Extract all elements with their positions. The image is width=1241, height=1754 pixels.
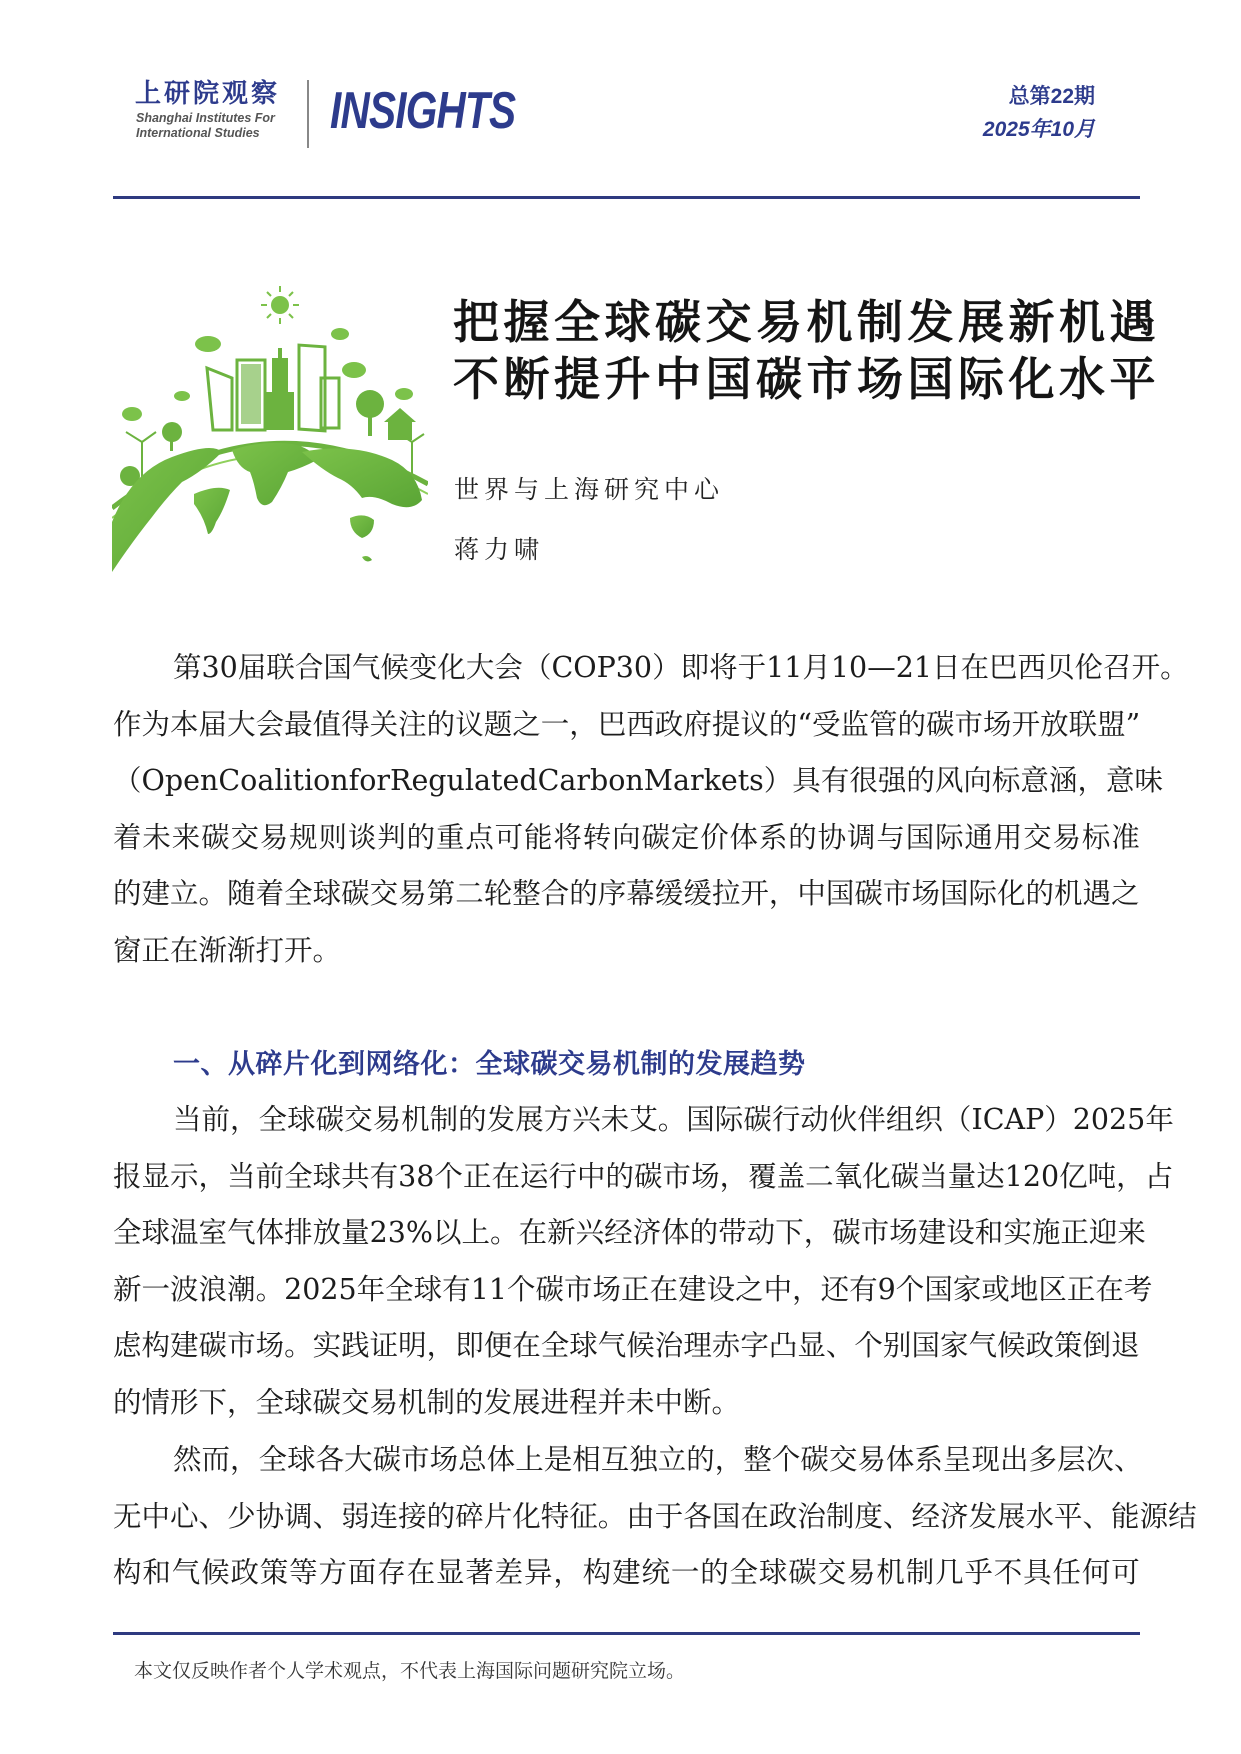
logo-english-line1: Shanghai Institutes For <box>136 111 275 125</box>
body-line: 新 一 波 浪 潮 。 2025 年 全 球 有 11 个 碳 市 场 正 在 建 设 之 中 ， 还 有 9 个 国 家 或 地 区 正 在 考 <box>113 1272 1153 1306</box>
body-line: 然 而 ， 全 球 各 大 碳 市 场 总 体 上 是 相 互 独 立 的 ， 整 个 碳 交 易 体 系 呈 现 出 多 层 次 、 <box>173 1443 1143 1476</box>
body-line: 构 和 气 候 政 策 等 方 面 存 在 显 著 差 异 ， 构 建 统 一 的 全 球 碳 交 易 机 制 几 乎 不 具 任 何 可 <box>113 1556 1140 1590</box>
body-line: 虑 构 建 碳 市 场 。 实 践 证 明 ， 即 便 在 全 球 气 候 治 理 赤 字 凸 显 、 个 别 国 家 气 候 政 策 倒 退 <box>113 1329 1140 1363</box>
footer-disclaimer: 本文仅反映作者个人学术观点，不代表上海国际问题研究院立场。 <box>134 1660 686 1682</box>
body-line: 全 球 温 室 气 体 排 放 量 23% 以 上 。 在 新 兴 经 济 体 的 带 动 下 ， 碳 市 场 建 设 和 实 施 正 迎 来 <box>113 1216 1146 1250</box>
green-globe-city-illustration-icon <box>112 272 428 584</box>
body-line: 的 建 立 。 随 着 全 球 碳 交 易 第 二 轮 整 合 的 序 幕 缓 缓 拉 开 ， 中 国 碳 市 场 国 际 化 的 机 遇 之 <box>113 877 1140 911</box>
body-line: 着 未 来 碳 交 易 规 则 谈 判 的 重 点 可 能 将 转 向 碳 定 价 体 系 的 协 调 与 国 际 通 用 交 易 标 准 <box>113 820 1140 854</box>
issue-date: 2025年10月 <box>982 118 1095 141</box>
footer-rule <box>113 1632 1140 1635</box>
section-heading: 一、从碎片化到网络化：全球碳交易机制的发展趋势 <box>173 1049 806 1080</box>
article-title <box>453 294 1160 408</box>
body-line: 窗正在渐渐打开。 <box>113 933 342 967</box>
body-line: 作 为 本 届 大 会 最 值 得 关 注 的 议 题 之 一 ， 巴 西 政 府 提 议 的 “ 受 监 管 的 碳 市 场 开 放 联 盟 ” <box>113 707 1141 741</box>
body-line: （ Open Coalition for Regulated Carbon Markets ） 具 有 很 强 的 风 向 标 意 涵 ， 意 味 <box>113 764 1163 798</box>
department: 世界与上海研究中心 <box>454 475 725 504</box>
article-title-line2: 不断提升中国碳市场国际化水平 <box>453 352 1160 406</box>
paragraph-intro <box>113 640 1189 980</box>
body-line: 无 中 心 、 少 协 调 、 弱 连 接 的 碎 片 化 特 征 。 由 于 各 国 在 政 治 制 度 、 经 济 发 展 水 平 、 能 源 结 <box>113 1499 1197 1533</box>
logo-english-line2: International Studies <box>136 126 260 140</box>
body-line: 报 显 示 ， 当 前 全 球 共 有 38 个 正 在 运 行 中 的 碳 市 场 ， 覆 盖 二 氧 化 碳 当 量 达 120 亿 吨 ， 占 <box>113 1159 1174 1193</box>
issue-number: 总第22期 <box>1008 85 1095 108</box>
logo-english <box>136 111 275 141</box>
paragraph-3 <box>113 1432 1197 1602</box>
logo-divider <box>307 80 309 148</box>
author: 蒋力啸 <box>454 535 545 564</box>
issue-info <box>983 80 1095 146</box>
series-title: INSIGHTS <box>330 82 516 140</box>
body-line: 当 前 ， 全 球 碳 交 易 机 制 的 发 展 方 兴 未 艾 。 国 际 碳 行 动 伙 伴 组 织 （ ICAP ） 2025 年 <box>173 1103 1174 1136</box>
body-line: 的情形下，全球碳交易机制的发展进程并未中断。 <box>113 1385 741 1419</box>
logo-chinese: 上研院观察 <box>135 79 281 109</box>
header-rule <box>113 196 1140 199</box>
article-title-line1: 把握全球碳交易机制发展新机遇 <box>453 295 1160 349</box>
paragraph-2 <box>113 1092 1174 1432</box>
body-line: 第 30 届 联 合 国 气 候 变 化 大 会 （ COP30 ） 即 将 于 11 月 10 — 21 日 在 巴 西 贝 伦 召 开 。 <box>173 651 1189 684</box>
